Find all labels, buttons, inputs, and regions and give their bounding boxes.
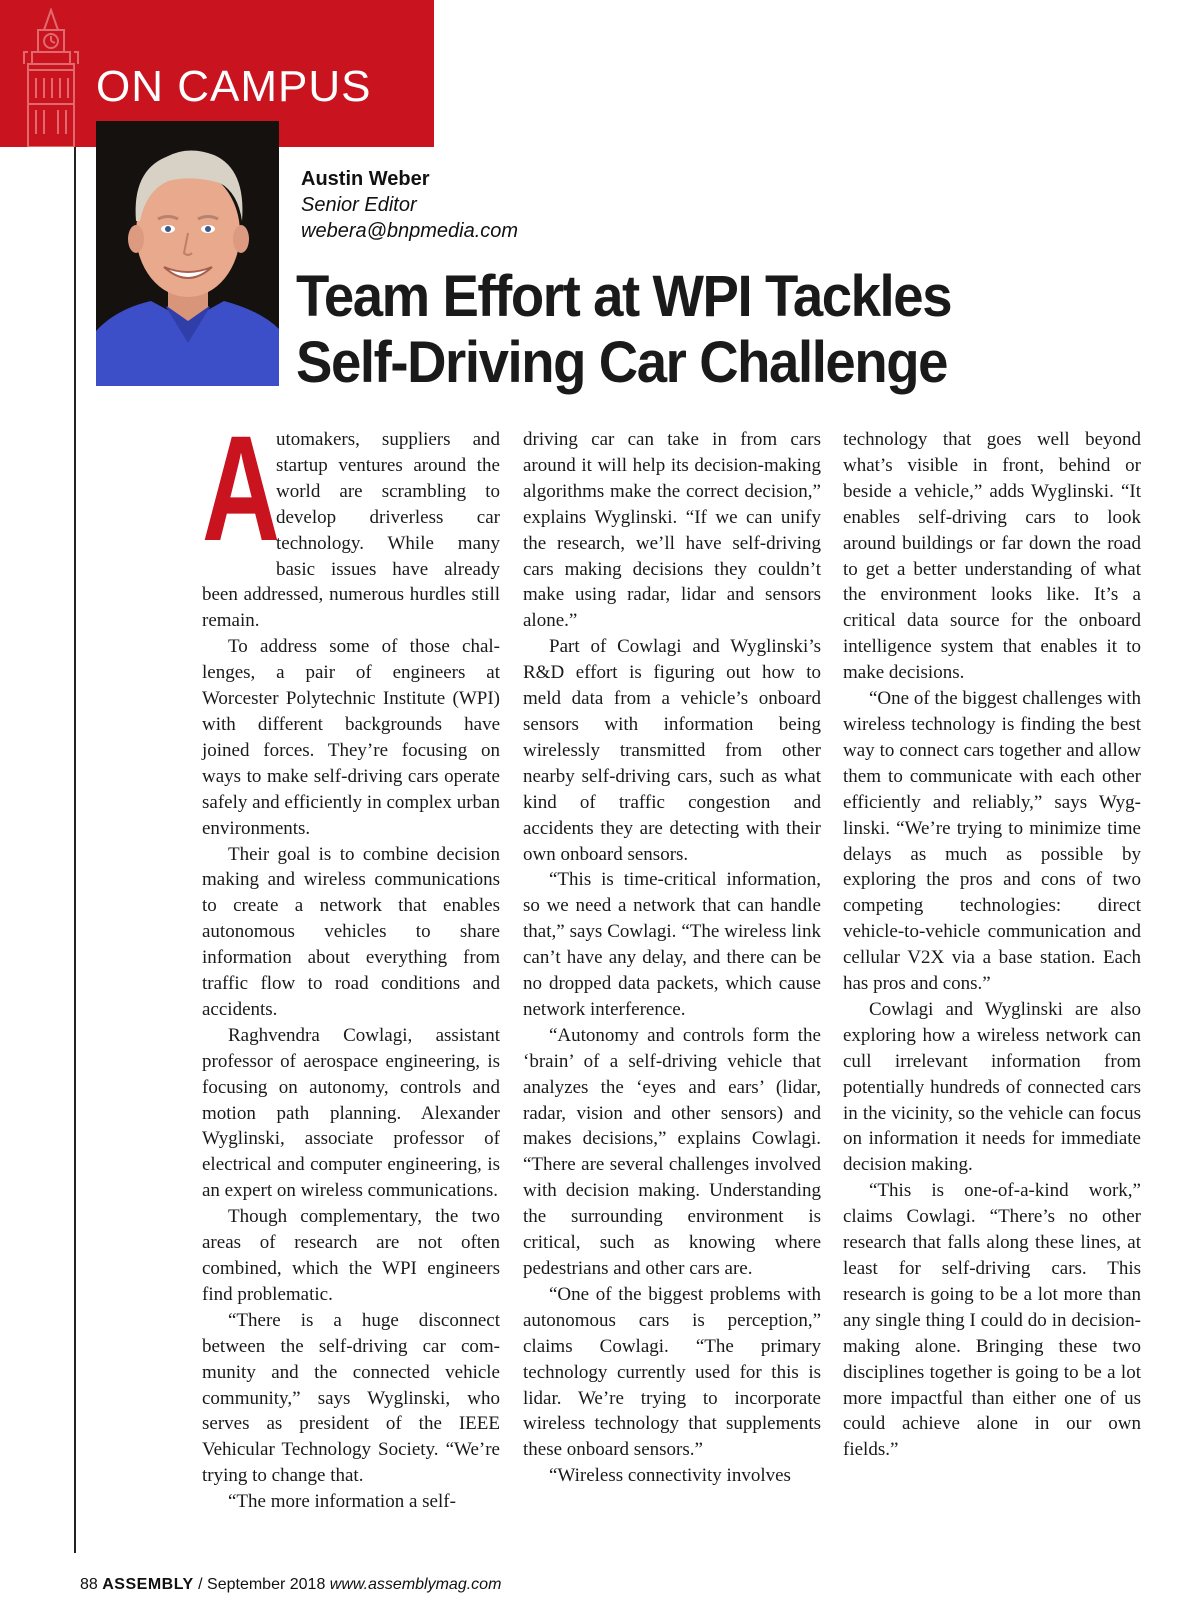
article-column-1 [202,404,500,1515]
paragraph: “Wireless connectivity involves [549,1465,791,1487]
paragraph: Cowlagi and Wyglinski are also exploring how a wireless network can cull irrelevant information from potentially hundreds of connected cars in the vicinity, so the vehicle can focus on information it needs for immediate decision making. [843,998,1141,1176]
magazine-name: ASSEMBLY [102,1576,194,1593]
author-role: Senior Editor [301,194,417,216]
author-name: Austin Weber [301,168,430,190]
issue-date: / September 2018 [198,1576,326,1593]
article-column-2 [523,427,821,1489]
headline-line-2: Self-Driving Car Challenge [296,330,948,395]
paragraph: “The more information a self- [228,1491,456,1513]
paragraph: Their goal is to combine decision making and wireless communications to create a network that enables autonomous vehicles to share information about everything from traffic flow to road conditions and accidents. [202,843,500,1020]
paragraph: Part of Cowlagi and Wyglinski’s R&D effort is figuring out how to meld data from a vehicle’s onboard sensors with information being wirelessly transmitted from other nearby self-driving cars, such as what kind of traffic congestion and accidents they are detecting with their own onboard sensors. [523,636,821,865]
paragraph: “This is one-of-a-kind work,” claims Cowlagi. “There’s no other research that falls along these lines, at least for self-driving cars. This research is going to be a lot more than any single thing I could do in decision-making alone. Bringing these two disciplines together is going to be a lot more impactful than either one of us could achieve alone in our own fields.” [843,1180,1141,1461]
paragraph: “There is a huge disconnect between the self-driving car community and the connected vehicle community,” says Wyglinski, who serves as president of the IEEE Vehicular Technology Society. “We’re trying to change that. [202,1309,500,1487]
author-email[interactable]: webera@bnpmedia.com [301,220,519,242]
paragraph: technology that goes well beyond what’s visible in front, behind or beside a vehicle,” adds Wyglinski. “It enables self-driving cars to look around buildings or far down the road to get a better understanding of what the environment looks like. It’s a critical data source for the onboard intelligence system that enables it to make decisions. [843,429,1141,684]
paragraph: “One of the biggest challenges with wireless technology is finding the best way to connect cars together and allow them to communicate with each other efficiently and reliably,” says Wyglinski. “We’re trying to minimize time delays as much as possible by exploring the pros and cons of two competing technologies: direct vehicle-to-vehicle communication and cellular V2X via a base station. Each has pros and cons.” [843,688,1141,995]
paragraph: “This is time-critical information, so we need a network that can handle that,” says Cowlagi. “The wireless link can’t have any delay, and there can be no dropped data packets, which cause network interference. [523,869,821,1020]
article-headline [296,264,1123,396]
author-headshot [96,121,279,386]
page-footer [80,1576,501,1594]
clock-tower-icon [14,8,88,147]
article-column-3 [843,427,1141,1463]
drop-cap: A [202,404,280,572]
paragraph [202,404,500,634]
page-number: 88 [80,1576,98,1593]
byline [301,166,518,244]
column-rule [74,147,76,1553]
paragraph: Raghvendra Cowlagi, assistant professor of aerospace engineering, is focusing on autonomy, controls and motion path planning. Alexander Wyglinski, associate professor of electrical and computer engineering, is an expert on wireless communications. [202,1024,500,1202]
paragraph-text: utomakers, suppliers and startup ventures around the world are scrambling to develop driverless car technology. While many basic issues have already been addressed, numerous hurdles still remain. [202,429,500,632]
headline-line-1: Team Effort at WPI Tackles [296,264,952,329]
magazine-url[interactable]: www.assemblymag.com [329,1576,502,1593]
author-headshot-image [96,121,279,386]
paragraph: “One of the biggest problems with autonomous cars is perception,” claims Cowlagi. “The primary technology currently used for this is lidar. We’re trying to incorporate wireless technology that supplements these onboard sensors.” [523,1283,821,1461]
paragraph: “Autonomy and controls form the ‘brain’ of a self-driving vehicle that analyzes the ‘eyes and ears’ (lidar, radar, vision and other sensors) and makes decisions,” explains Cowlagi. “There are several challenges involved with decision making. Understanding the surrounding environment is critical, such as knowing where pedestrians and other cars are. [523,1024,821,1279]
paragraph: Though complementary, the two areas of research are not often combined, which the WPI engineers find problematic. [202,1206,500,1305]
section-title: ON CAMPUS [96,62,372,111]
paragraph: driving car can take in from cars around it will help its decision-making algorithms make the correct decision,” explains Wyglinski. “If we can unify the research, we’ll have self-driving cars making decisions they couldn’t make using radar, lidar and sensors alone.” [523,429,821,632]
paragraph: To address some of those challenges, a pair of engineers at Worcester Polytechnic Institute (WPI) with different backgrounds have joined forces. They’re focusing on ways to make self-driving cars operate safely and efficiently in complex urban environments. [202,636,500,839]
